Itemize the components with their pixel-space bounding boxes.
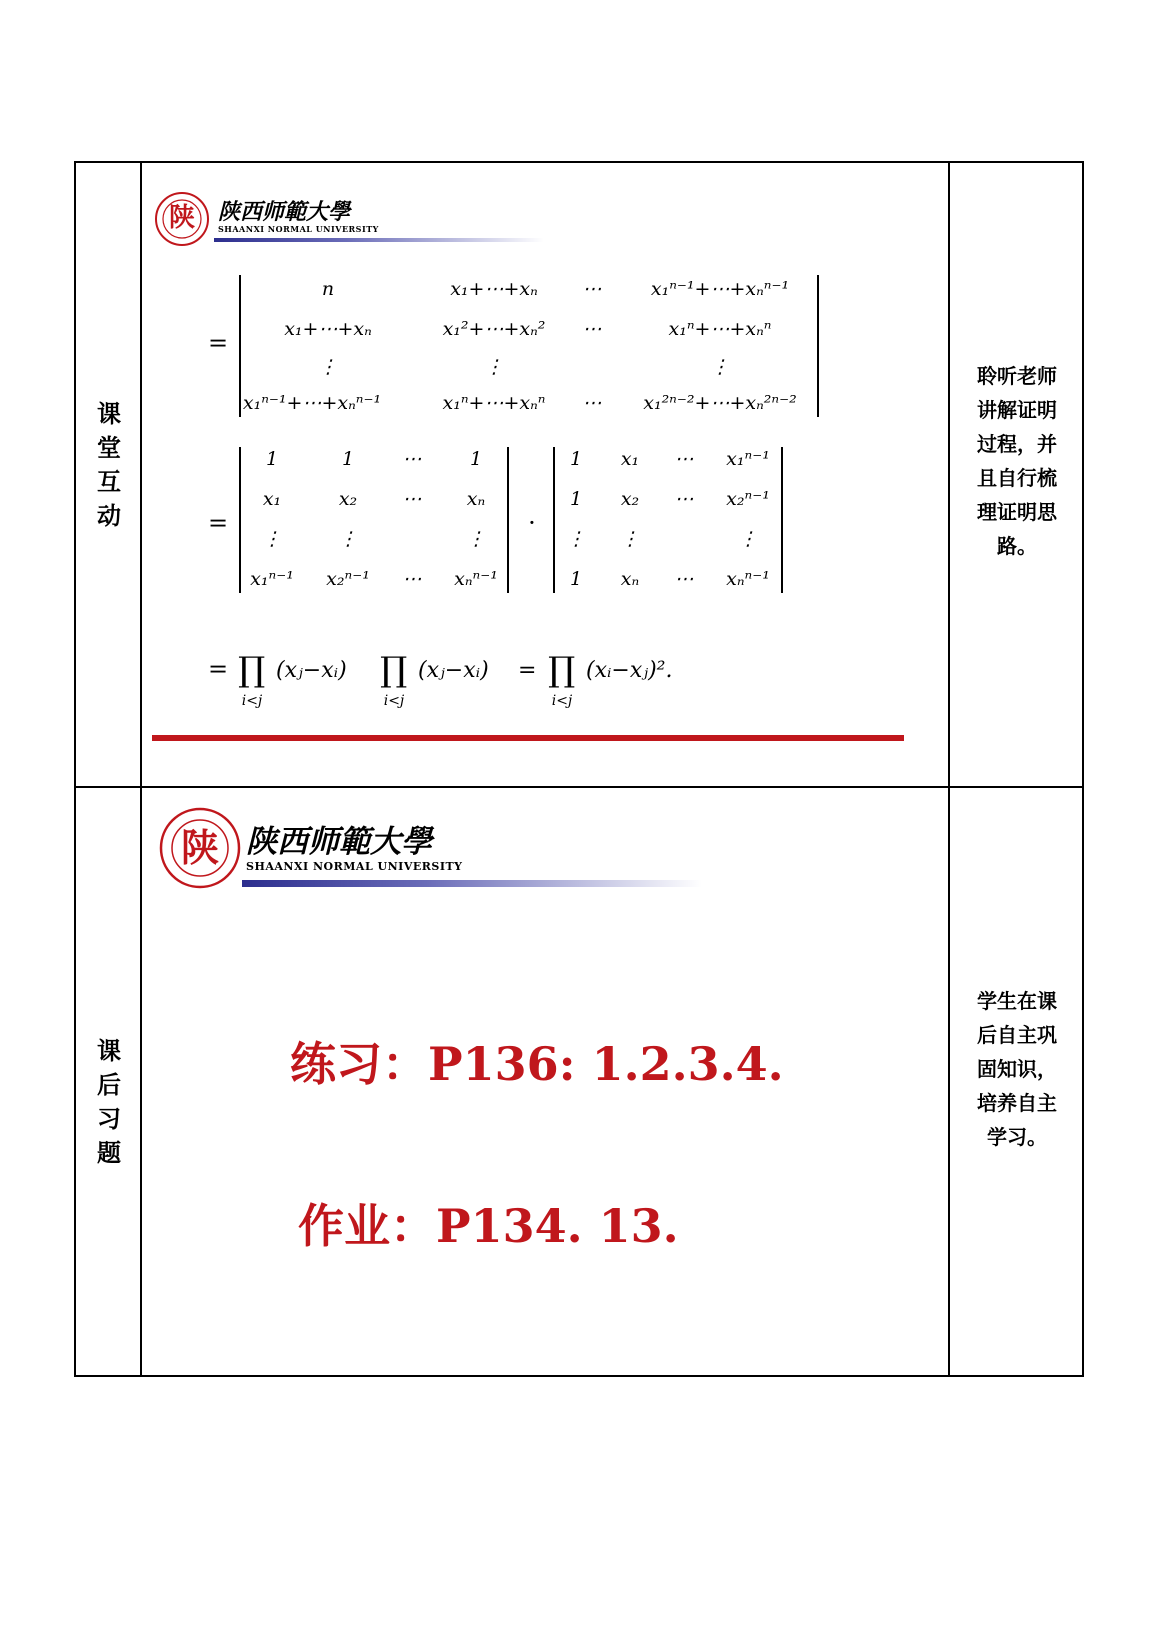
note-line: 聆听老师: [977, 364, 1057, 388]
matrix-cell: 1: [265, 448, 279, 470]
formula-term: (xⱼ−xᵢ): [276, 658, 347, 683]
product-symbol: ∏: [380, 650, 408, 690]
product-subscript: i<j: [551, 693, 573, 709]
matrix-cell: ⋯: [674, 448, 694, 470]
matrix-cell: x₂ⁿ⁻¹: [726, 488, 770, 510]
matrix-cell: ⋯: [402, 568, 422, 590]
matrix-cell: x₁ⁿ⁻¹+⋯+xₙⁿ⁻¹: [242, 392, 382, 414]
seal-char: 陕: [168, 203, 195, 233]
matrix-cell: ⋯: [582, 392, 602, 414]
activity-note: [968, 359, 1066, 563]
note-line: 理证明思: [977, 500, 1057, 524]
homework-text: 作业：P134. 13.: [298, 1199, 679, 1253]
dot-operator: ·: [528, 509, 536, 537]
label-char: 后: [97, 1071, 121, 1099]
matrix-cell: n: [321, 278, 335, 300]
matrix-cell: ⋯: [582, 318, 602, 340]
product-subscript: i<j: [383, 693, 405, 709]
equals-sign: =: [208, 329, 229, 357]
logo-english: SHAANXI NORMAL UNIVERSITY: [246, 860, 463, 873]
matrix-cell: xₙ: [466, 488, 486, 510]
formula-term: (xᵢ−xⱼ)².: [586, 658, 673, 683]
logo-chinese: 陕西师範大學: [218, 199, 351, 225]
label-char: 题: [97, 1139, 121, 1167]
label-cell: [76, 163, 142, 786]
equals-sign: =: [208, 655, 229, 683]
matrix-cell: xₙ: [620, 568, 640, 590]
matrix-cell: x₂: [620, 488, 640, 510]
note-line: 学习。: [987, 1125, 1047, 1149]
matrix-cell: xₙⁿ⁻¹: [454, 568, 498, 590]
matrix-cell: ⋮: [710, 356, 730, 378]
seal-char: 陕: [180, 825, 219, 870]
note-line: 讲解证明: [977, 398, 1057, 422]
matrix-cell: ⋮: [738, 528, 758, 550]
note-line: 且自行梳: [977, 466, 1057, 490]
matrix-cell: ⋮: [318, 356, 338, 378]
lesson-table: [74, 161, 1084, 1377]
matrix-cell: x₁ⁿ⁻¹+⋯+xₙⁿ⁻¹: [650, 278, 790, 300]
slide-bottom-bar: [152, 735, 904, 741]
matrix-cell: 1: [569, 568, 583, 590]
matrix-cell: ⋯: [674, 488, 694, 510]
label-char: 堂: [97, 434, 121, 462]
matrix-cell: x₁ⁿ+⋯+xₙⁿ: [668, 318, 772, 340]
formula-term: (xⱼ−xᵢ): [418, 658, 489, 683]
matrix-cell: 1: [569, 448, 583, 470]
matrix-cell: 1: [341, 448, 355, 470]
note-line: 固知识，: [977, 1057, 1057, 1081]
determinant-formula: [142, 163, 950, 763]
label-char: 习: [97, 1105, 121, 1133]
equals-sign: =: [518, 658, 537, 683]
label-char: 课: [97, 1037, 121, 1065]
matrix-cell: ⋯: [402, 488, 422, 510]
matrix-cell: ⋯: [674, 568, 694, 590]
note-cell: [950, 163, 1082, 786]
matrix-cell: ⋯: [402, 448, 422, 470]
matrix-cell: x₂ⁿ⁻¹: [326, 568, 370, 590]
exercise-text: 练习：P136: 1.2.3.4.: [290, 1037, 784, 1091]
note-line: 过程，并: [977, 432, 1057, 456]
note-cell: [950, 788, 1082, 1375]
logo-bar: [242, 880, 702, 887]
matrix-cell: x₁²+⋯+xₙ²: [442, 318, 546, 340]
product-symbol: ∏: [238, 650, 266, 690]
matrix-cell: ⋮: [262, 528, 282, 550]
logo-english: SHAANXI NORMAL UNIVERSITY: [218, 224, 379, 234]
equals-sign: =: [208, 509, 229, 537]
matrix-cell: x₁ⁿ⁻¹: [726, 448, 770, 470]
matrix-cell: x₁+⋯+xₙ: [284, 318, 372, 340]
matrix-cell: x₁²ⁿ⁻²+⋯+xₙ²ⁿ⁻²: [643, 392, 797, 414]
label-cell: [76, 788, 142, 1375]
note-line: 培养自主: [977, 1091, 1057, 1115]
matrix-cell: ⋮: [484, 356, 504, 378]
row-homework: [76, 788, 1082, 1375]
slide-cell: [142, 788, 950, 1375]
matrix-cell: xₙⁿ⁻¹: [726, 568, 770, 590]
matrix-cell: x₁+⋯+xₙ: [450, 278, 538, 300]
row-classroom-interaction: [76, 163, 1082, 788]
matrix-cell: ⋮: [620, 528, 640, 550]
matrix-cell: 1: [469, 448, 483, 470]
note-line: 学生在课: [977, 989, 1057, 1013]
matrix-cell: x₁: [262, 488, 282, 510]
note-line: 路。: [997, 534, 1037, 558]
matrix-cell: ⋮: [466, 528, 486, 550]
matrix-cell: 1: [569, 488, 583, 510]
matrix-cell: x₁ⁿ⁻¹: [250, 568, 294, 590]
row-label: [76, 1034, 142, 1170]
matrix-cell: ⋮: [338, 528, 358, 550]
product-subscript: i<j: [241, 693, 263, 709]
label-char: 互: [97, 468, 121, 496]
label-char: 课: [97, 400, 121, 428]
matrix-cell: x₁ⁿ+⋯+xₙⁿ: [442, 392, 546, 414]
row-label: [76, 397, 142, 533]
slide-cell: [142, 163, 950, 786]
label-char: 动: [97, 502, 121, 530]
matrix-cell: x₂: [338, 488, 358, 510]
homework-note: [968, 984, 1066, 1154]
logo-chinese: 陕西师範大學: [246, 824, 432, 860]
matrix-cell: ⋮: [566, 528, 586, 550]
note-line: 后自主巩: [977, 1023, 1057, 1047]
matrix-cell: x₁: [620, 448, 640, 470]
product-symbol: ∏: [548, 650, 576, 690]
matrix-cell: ⋯: [582, 278, 602, 300]
